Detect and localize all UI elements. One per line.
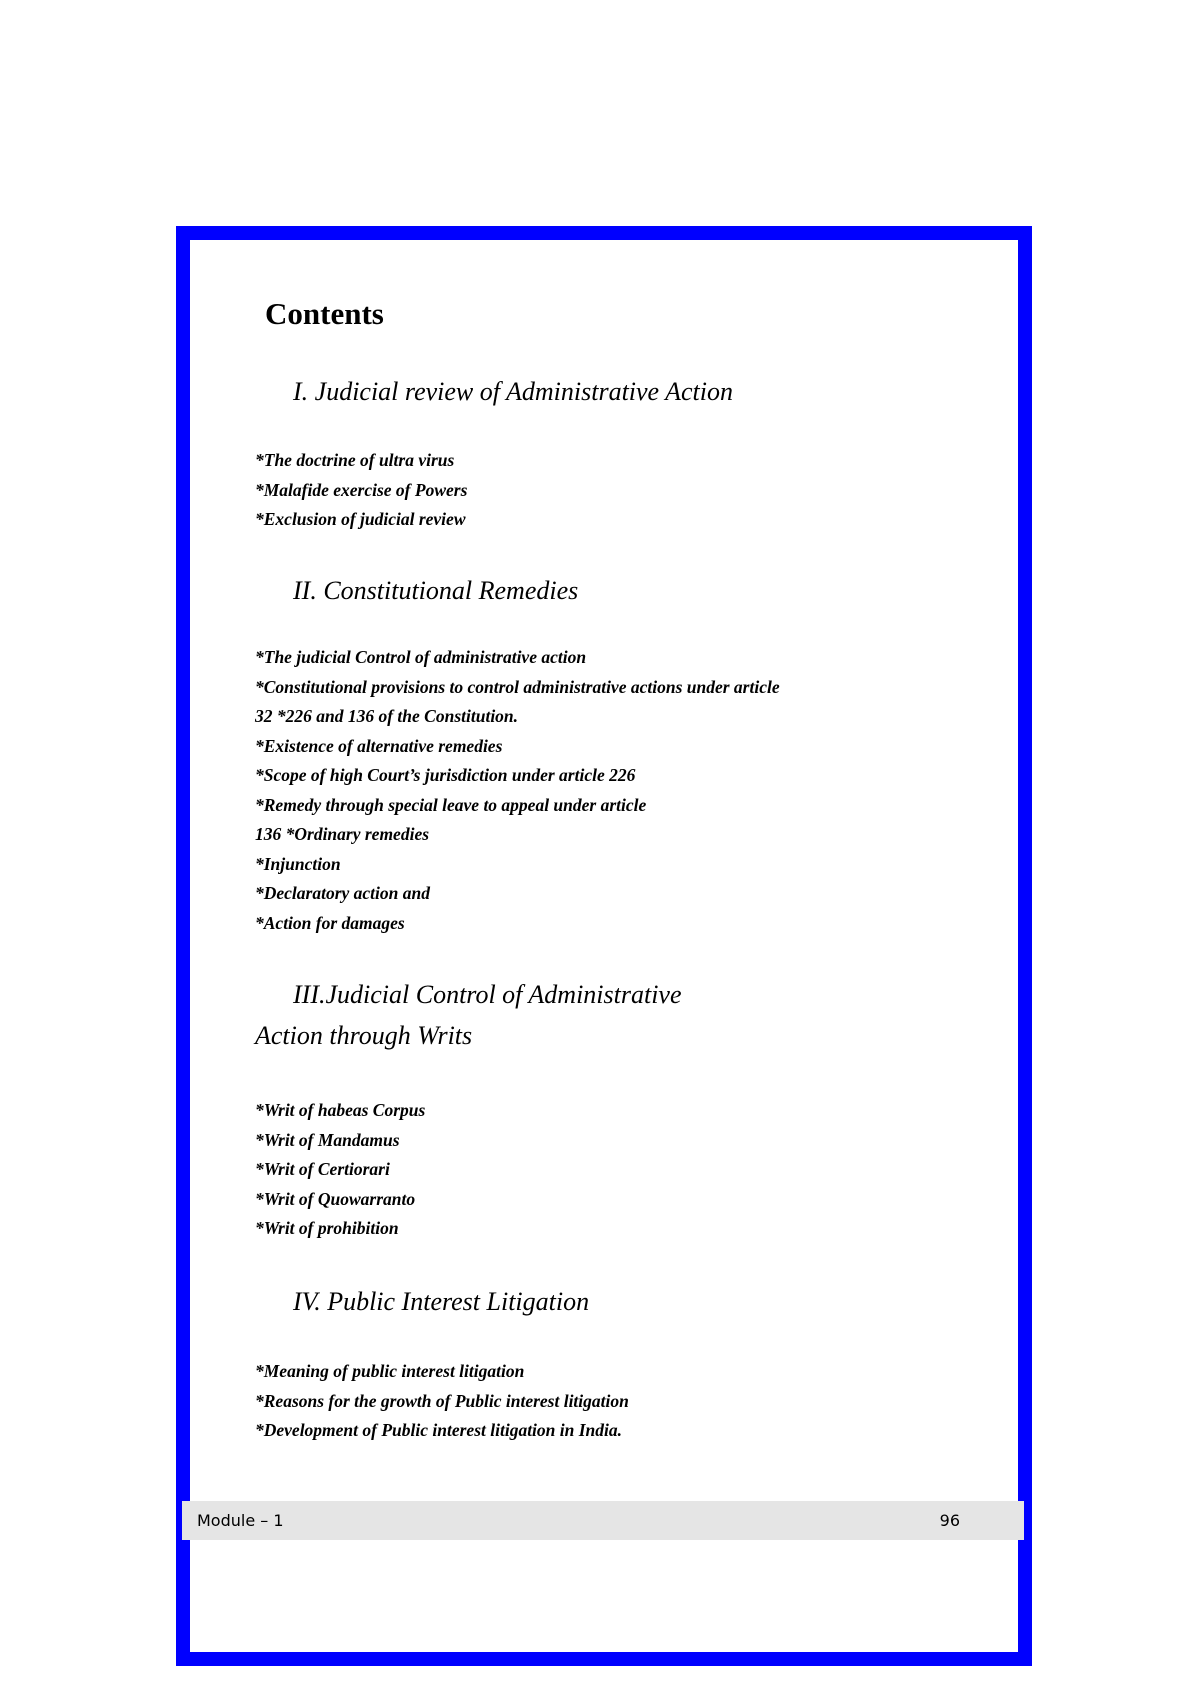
list-item: *Remedy through special leave to appeal under article	[255, 794, 647, 815]
list-item: *Injunction	[255, 853, 341, 874]
section-heading-3-line-1: III.Judicial Control of Administrative	[293, 980, 682, 1009]
section-heading-3-line-2: Action through Writs	[255, 1021, 473, 1050]
list-item: 136 *Ordinary remedies	[255, 824, 430, 844]
footer-module-label: Module – 1	[197, 1511, 284, 1530]
page-footer	[182, 1501, 1024, 1540]
section-heading-1	[255, 371, 733, 412]
list-item: *The judicial Control of administrative action	[255, 647, 587, 667]
list-item: *The doctrine of ultra virus	[255, 450, 455, 470]
section-heading-4	[255, 1281, 589, 1322]
section-3-items	[255, 1096, 425, 1244]
list-item: *Development of Public interest litigation in India.	[255, 1420, 623, 1440]
page-border-frame	[176, 226, 1032, 1666]
list-item: *Exclusion of judicial review	[255, 509, 466, 529]
list-item: *Meaning of public interest litigation	[255, 1361, 525, 1381]
list-item: *Reasons for the growth of Public interest litigation	[255, 1390, 629, 1411]
list-item: *Writ of Quowarranto	[255, 1188, 416, 1209]
section-heading-1-text: I. Judicial review of Administrative Action	[293, 377, 733, 406]
list-item: *Malafide exercise of Powers	[255, 479, 468, 500]
contents-title: Contents	[265, 296, 384, 331]
section-1-items	[255, 446, 467, 535]
list-item: *Action for damages	[255, 912, 405, 933]
list-item: *Writ of Mandamus	[255, 1129, 400, 1150]
list-item: *Writ of prohibition	[255, 1218, 399, 1238]
list-item: *Writ of habeas Corpus	[255, 1100, 426, 1120]
list-item: *Scope of high Court’s jurisdiction under article 226	[255, 765, 636, 785]
list-item: *Constitutional provisions to control administrative actions under article	[255, 676, 780, 697]
section-heading-2	[255, 570, 578, 611]
list-item: *Writ of Certiorari	[255, 1159, 390, 1179]
section-heading-4-text: IV. Public Interest Litigation	[293, 1287, 590, 1316]
section-4-items	[255, 1357, 629, 1446]
page-number: 96	[939, 1511, 960, 1530]
list-item: 32 *226 and 136 of the Constitution.	[255, 706, 519, 726]
section-heading-2-text: II. Constitutional Remedies	[293, 576, 579, 605]
list-item: *Declaratory action and	[255, 883, 430, 903]
section-heading-3	[255, 974, 682, 1056]
list-item: *Existence of alternative remedies	[255, 735, 503, 756]
section-2-items	[255, 643, 780, 938]
